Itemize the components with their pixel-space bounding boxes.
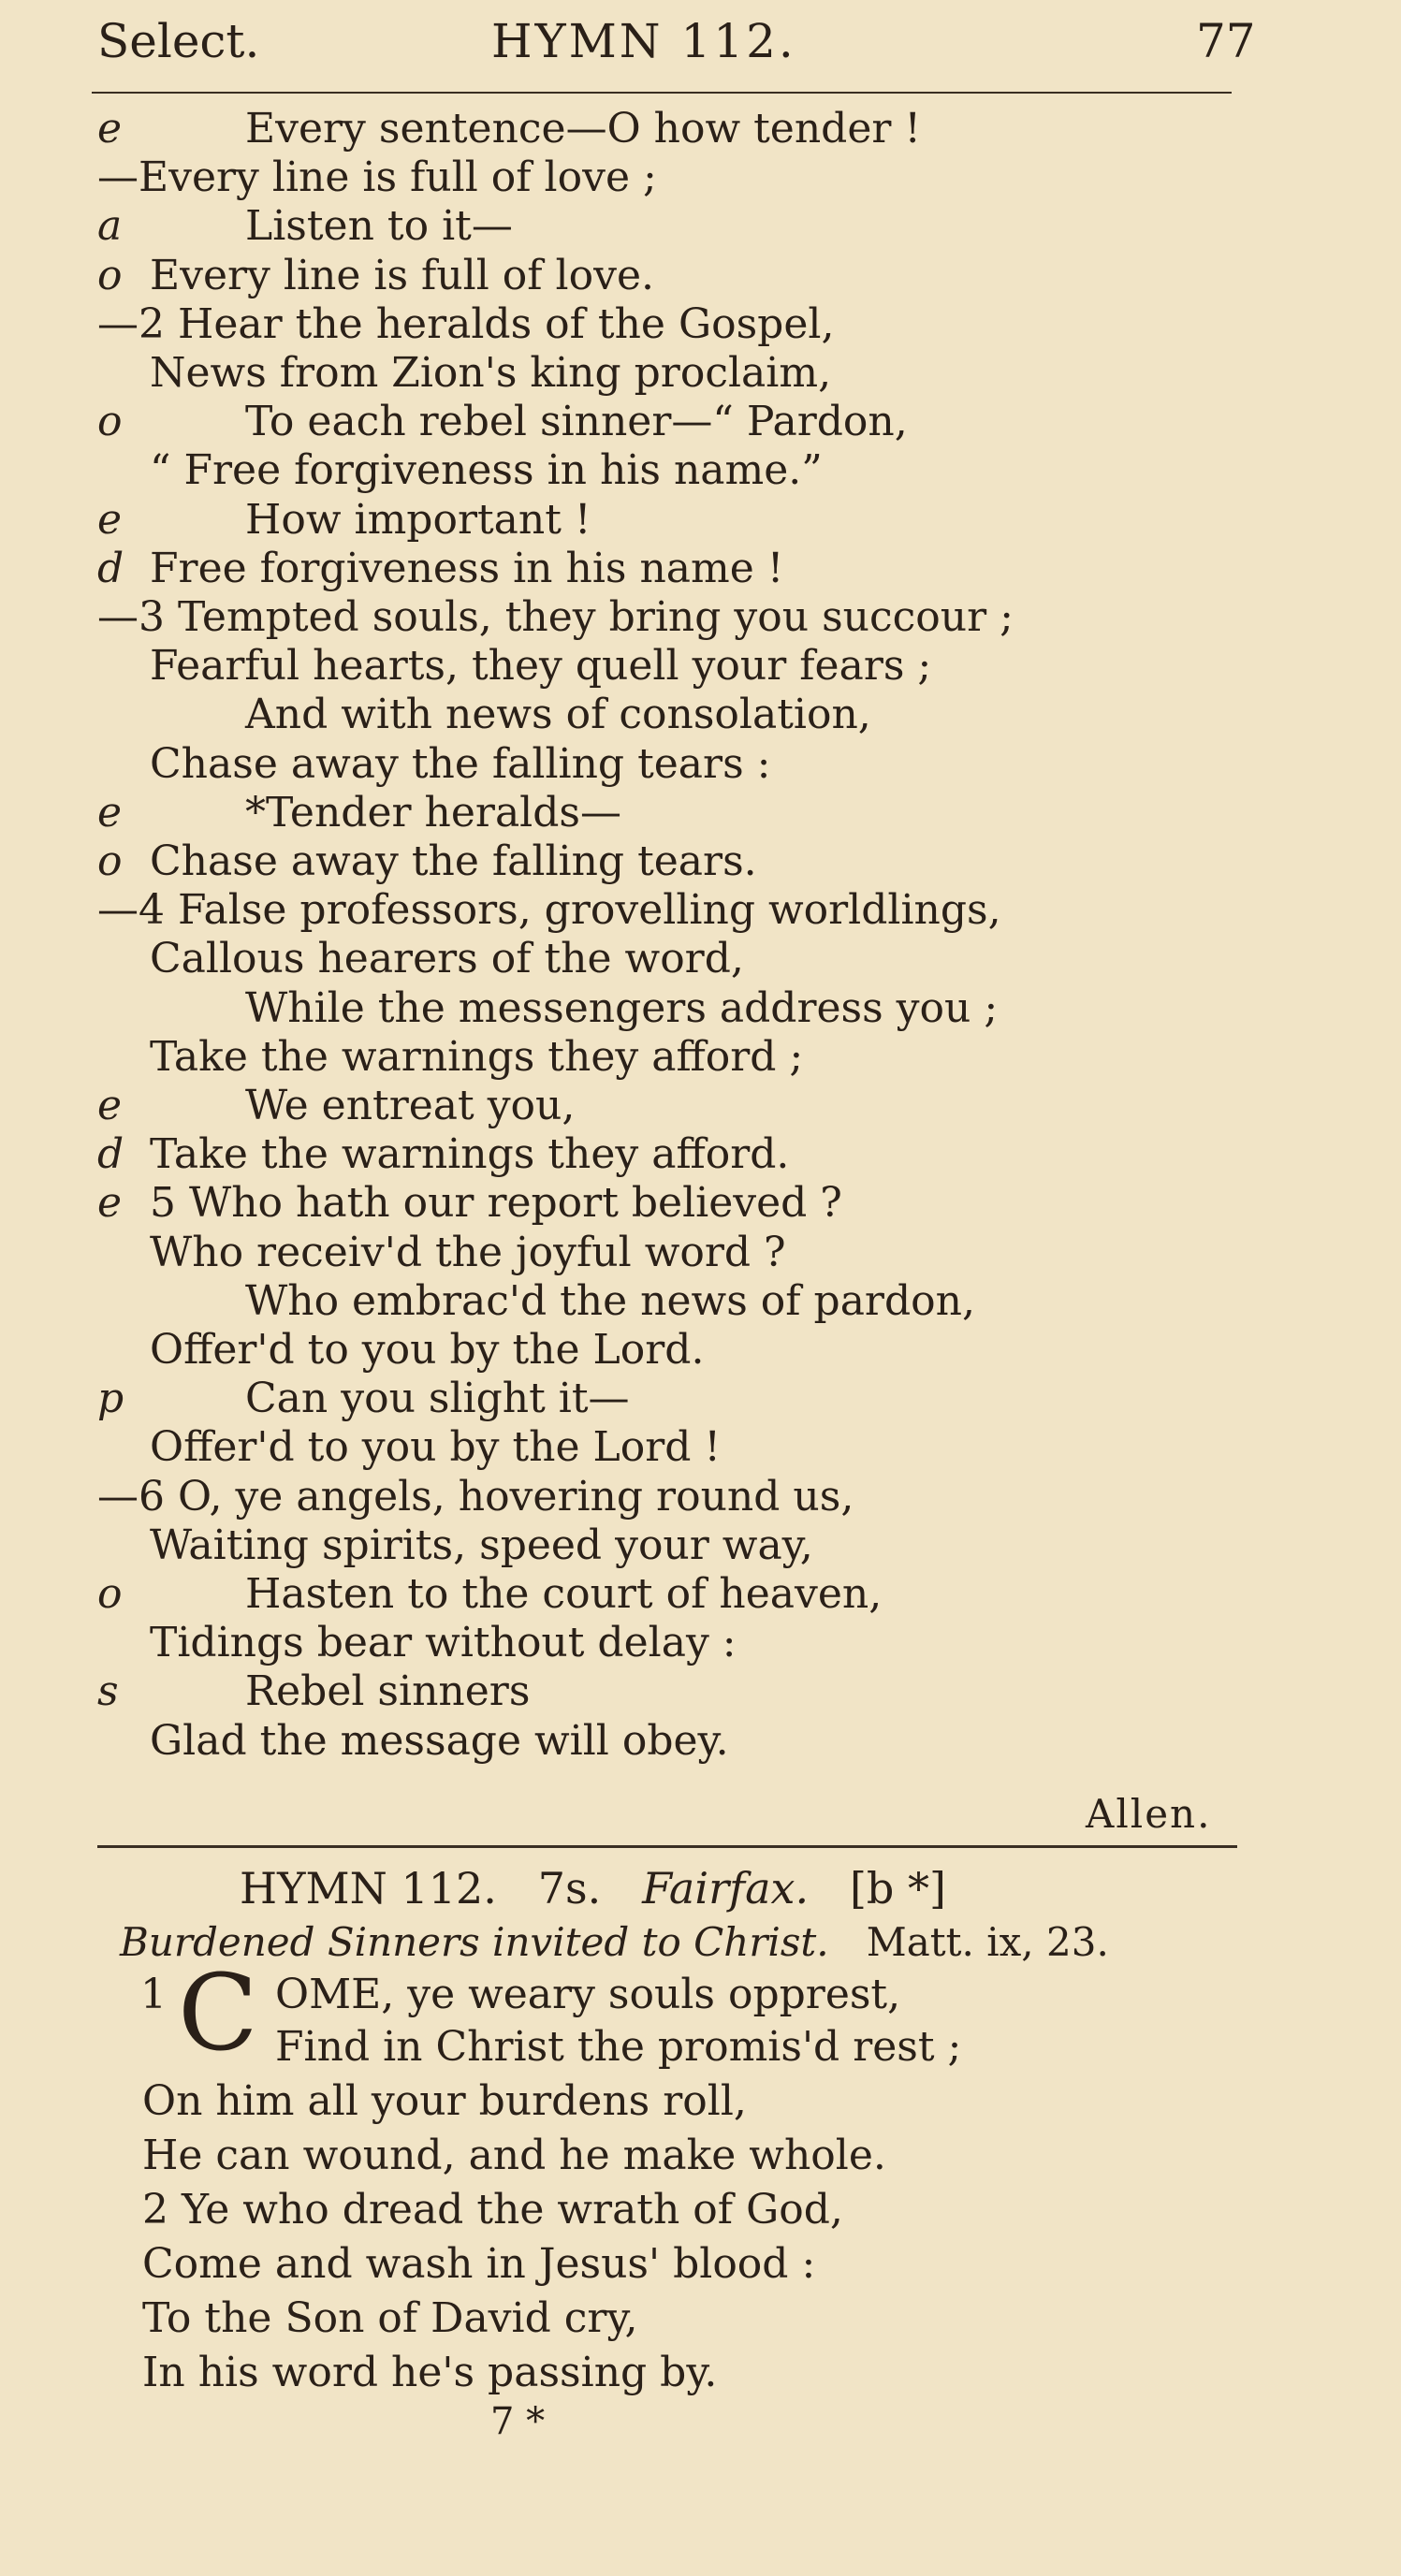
verse-line: To the Son of David cry,	[142, 2294, 638, 2342]
verse-line: On him all your burdens roll,	[142, 2077, 747, 2125]
hymn-meter: 7s.	[537, 1863, 602, 1914]
verse-text: Every sentence—O how tender !	[245, 105, 922, 153]
dynamic-mark: e	[97, 1082, 123, 1129]
verse-text: We entreat you,	[245, 1082, 576, 1129]
verse-text: —Every line is full of love ;	[97, 153, 657, 201]
header-rule	[92, 92, 1232, 94]
verse-text: Every line is full of love.	[150, 252, 654, 299]
verse-text: Glad the message will obey.	[150, 1717, 729, 1765]
verse-text: Callous hearers of the word,	[150, 935, 744, 982]
verse-text: Offer'd to you by the Lord !	[150, 1423, 722, 1471]
verse-line: He can wound, and he make whole.	[142, 2132, 886, 2179]
hymn-subtitle: Burdened Sinners invited to Christ.	[120, 1919, 829, 1965]
verse-text: Hasten to the court of heaven,	[245, 1570, 883, 1618]
page-number: 77	[1196, 14, 1256, 68]
dynamic-mark: e	[97, 789, 123, 837]
verse-text: —6 O, ye angels, hovering round us,	[97, 1473, 854, 1521]
stanza-number: 1	[140, 1971, 167, 2018]
verse-text: Fearful hearts, they quell your fears ;	[150, 642, 932, 690]
author-credit: Allen.	[1086, 1791, 1212, 1837]
verse-text: How important !	[245, 496, 591, 544]
dynamic-mark: o	[97, 1570, 123, 1618]
hymn-key: [b *]	[849, 1863, 946, 1914]
running-head-left: Select.	[97, 14, 260, 68]
verse-text: Tidings bear without delay :	[150, 1619, 737, 1666]
hymn-tune: Fairfax.	[642, 1863, 810, 1914]
verse-text: 5 Who hath our report believed ?	[150, 1179, 842, 1227]
verse-text: —3 Tempted souls, they bring you succour ;	[97, 593, 1014, 641]
drop-cap: C	[178, 1953, 258, 2074]
verse-text: To each rebel sinner—“ Pardon,	[245, 398, 908, 445]
dynamic-mark: o	[97, 398, 123, 445]
hymn-subtitle-line	[120, 1916, 1109, 1969]
dynamic-mark: a	[97, 202, 123, 250]
verse-text: —2 Hear the heralds of the Gospel,	[97, 300, 835, 348]
verse-text: Waiting spirits, speed your way,	[150, 1521, 813, 1569]
running-head-title: HYMN 112.	[491, 14, 796, 68]
verse-text: Chase away the falling tears.	[150, 837, 757, 885]
verse-text: Offer'd to you by the Lord.	[150, 1326, 705, 1374]
verse-text: News from Zion's king proclaim,	[150, 349, 832, 397]
verse-text: Free forgiveness in his name !	[150, 545, 784, 592]
dynamic-mark: e	[97, 1179, 123, 1227]
signature-mark: 7 *	[490, 2400, 546, 2443]
section-divider	[97, 1845, 1237, 1848]
verse-text: And with news of consolation,	[245, 691, 871, 738]
verse-text: Who receiv'd the joyful word ?	[150, 1229, 786, 1276]
dynamic-mark: d	[97, 1130, 124, 1178]
hymn-heading	[240, 1862, 946, 1914]
verse-text: While the messengers address you ;	[245, 984, 999, 1032]
verse-text: Listen to it—	[245, 202, 513, 250]
verse-line: 2 Ye who dread the wrath of God,	[142, 2186, 843, 2234]
dynamic-mark: o	[97, 837, 123, 885]
verse-text: Take the warnings they afford ;	[150, 1033, 804, 1081]
scripture-reference: Matt. ix, 23.	[866, 1919, 1109, 1965]
dynamic-mark: o	[97, 252, 123, 299]
verse-line: Find in Christ the promis'd rest ;	[275, 2023, 962, 2071]
verse-text: —4 False professors, grovelling worldlings,	[97, 886, 1001, 934]
dynamic-mark: p	[97, 1375, 124, 1422]
verse-line: Come and wash in Jesus' blood :	[142, 2240, 816, 2288]
verse-line: In his word he's passing by.	[142, 2349, 718, 2396]
verse-text: *Tender heralds—	[245, 789, 621, 837]
dynamic-mark: s	[97, 1667, 119, 1715]
dynamic-mark: d	[97, 545, 124, 592]
verse-text: Take the warnings they afford.	[150, 1130, 790, 1178]
verse-text: Chase away the falling tears :	[150, 740, 771, 788]
dynamic-mark: e	[97, 105, 123, 153]
verse-text: Can you slight it—	[245, 1375, 630, 1422]
verse-text: “ Free forgiveness in his name.”	[150, 446, 823, 494]
hymn-number: HYMN 112.	[240, 1863, 497, 1914]
dynamic-mark: e	[97, 496, 123, 544]
verse-text: Who embrac'd the news of pardon,	[245, 1277, 975, 1325]
verse-text: Rebel sinners	[245, 1667, 531, 1715]
verse-line: OME, ye weary souls opprest,	[275, 1971, 901, 2018]
